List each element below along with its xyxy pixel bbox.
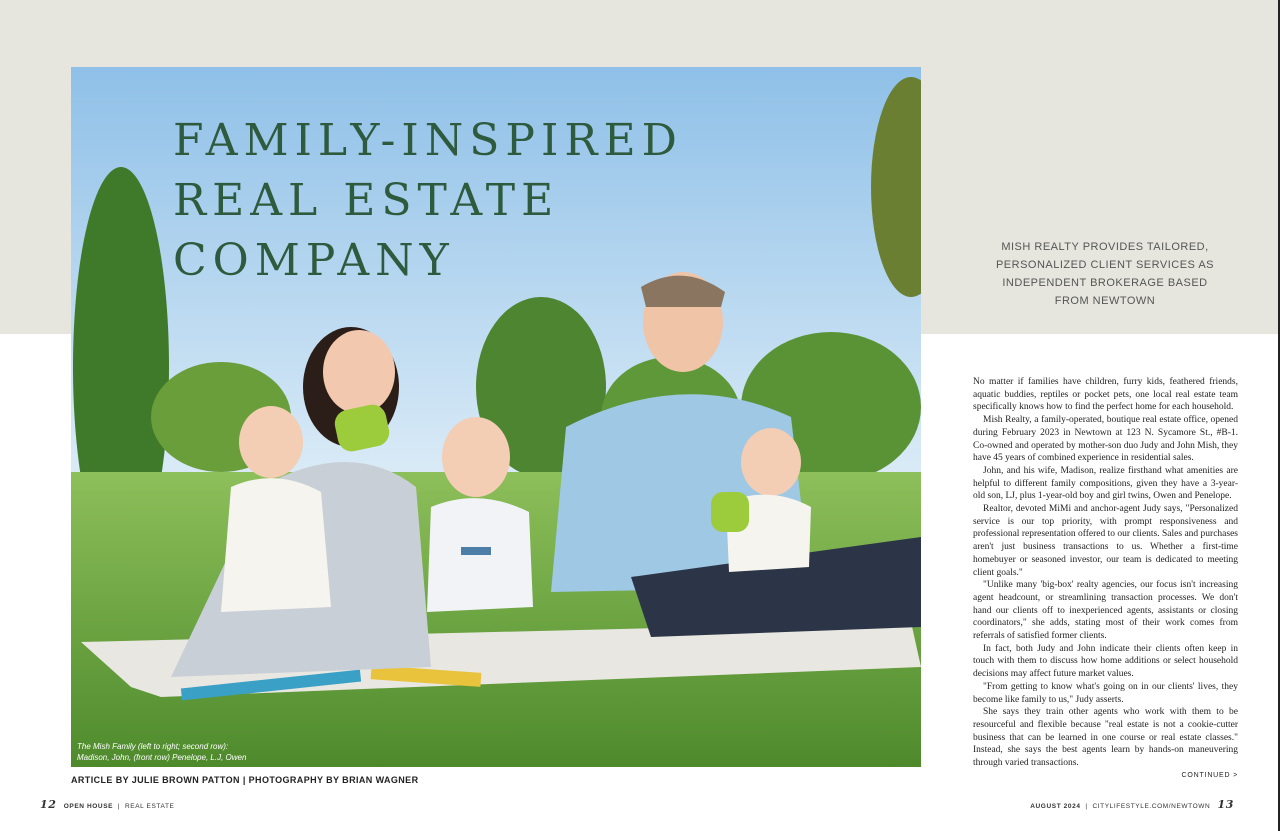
deck-line-4: FROM NEWTOWN xyxy=(1054,295,1156,307)
deck-line-1: MISH REALTY PROVIDES TAILORED, xyxy=(1001,241,1209,253)
paragraph-4: Realtor, devoted MiMi and anchor-agent Judy says, "Personalized service is our top priority, with prompt responsiveness and professional representation offered to our clients. Sales and purchases aren't just business transactions to us. Whether a first-time homebuyer or seasoned investor, our team is dedicated to meeting client goals." xyxy=(973,504,1238,578)
paragraph-1: No matter if families have children, furry kids, feathered friends, aquatic buddies, reptiles or pocket pets, one local real estate team specifically knows how to find the perfect home for each household. xyxy=(973,377,1238,413)
paragraph-2: Mish Realty, a family-operated, boutique real estate office, opened during February 2023 in Newtown at 123 N. Sycamore St., #B-1. Co-owned and operated by mother-son duo Judy and John Mish, they have 45 years of combined experience in residential sales. xyxy=(973,415,1238,464)
issue-date: AUGUST 2024 xyxy=(1030,803,1081,810)
paragraph-7: "From getting to know what's going on in our clients' lives, they become like family to us," Judy asserts. xyxy=(973,681,1238,705)
subsection-name: REAL ESTATE xyxy=(125,803,175,810)
headline-line-1: FAMILY-INSPIRED xyxy=(173,115,683,166)
article-body xyxy=(973,376,1238,770)
deck-line-3: INDEPENDENT BROKERAGE BASED xyxy=(1002,277,1208,289)
headline-line-3: COMPANY xyxy=(173,235,455,286)
paragraph-3: John, and his wife, Madison, realize firsthand what amenities are helpful to different family compositions, given they have a 3-year-old son, LJ, plus 1-year-old boy and girl twins, Owen and Penelope. xyxy=(973,465,1238,502)
photo-caption xyxy=(77,741,246,763)
page-number-right: 13 xyxy=(1217,798,1234,811)
photo-caption-line-1: The Mish Family (left to right; second row): xyxy=(77,742,229,751)
headline-line-2: REAL ESTATE xyxy=(173,175,560,226)
family-photo xyxy=(71,67,921,767)
continued-link[interactable]: CONTINUED > xyxy=(1181,772,1238,779)
photo-caption-line-2: Madison, John, (front row) Penelope, L.J, Owen xyxy=(77,753,247,762)
folio-separator-right: | xyxy=(1085,803,1088,810)
website: CITYLIFESTYLE.COM/NEWTOWN xyxy=(1092,803,1211,810)
paragraph-5: "Unlike many 'big-box' realty agencies, our focus isn't increasing agent headcount, or streamlining transaction processes. We don't hand our clients off to inexperienced agents, assistants or closing coordinators," she adds, stating most of their work comes from referrals of satisfied former clients. xyxy=(973,580,1238,642)
page-number-left: 12 xyxy=(40,798,57,811)
folio-left xyxy=(40,798,174,811)
deck xyxy=(985,238,1225,310)
deck-line-2: PERSONALIZED CLIENT SERVICES AS xyxy=(995,259,1215,271)
paragraph-8: She says they train other agents who work with them to be resourceful and flexible because "real estate is not a cookie-cutter business that can be learned in one course or real estate classes." Instead, she says the best agents learn by hands-on maneuvering through varied transactions. xyxy=(973,707,1238,769)
byline: ARTICLE BY JULIE BROWN PATTON | PHOTOGRAPHY BY BRIAN WAGNER xyxy=(71,775,419,785)
folio-right xyxy=(1030,798,1234,811)
folio-separator-left: | xyxy=(117,803,121,810)
headline xyxy=(173,111,683,291)
section-name: OPEN HOUSE xyxy=(63,803,114,810)
paragraph-6: In fact, both Judy and John indicate their clients often keep in touch with them to discuss how home additions or select household decisions may affect future market values. xyxy=(973,643,1238,680)
